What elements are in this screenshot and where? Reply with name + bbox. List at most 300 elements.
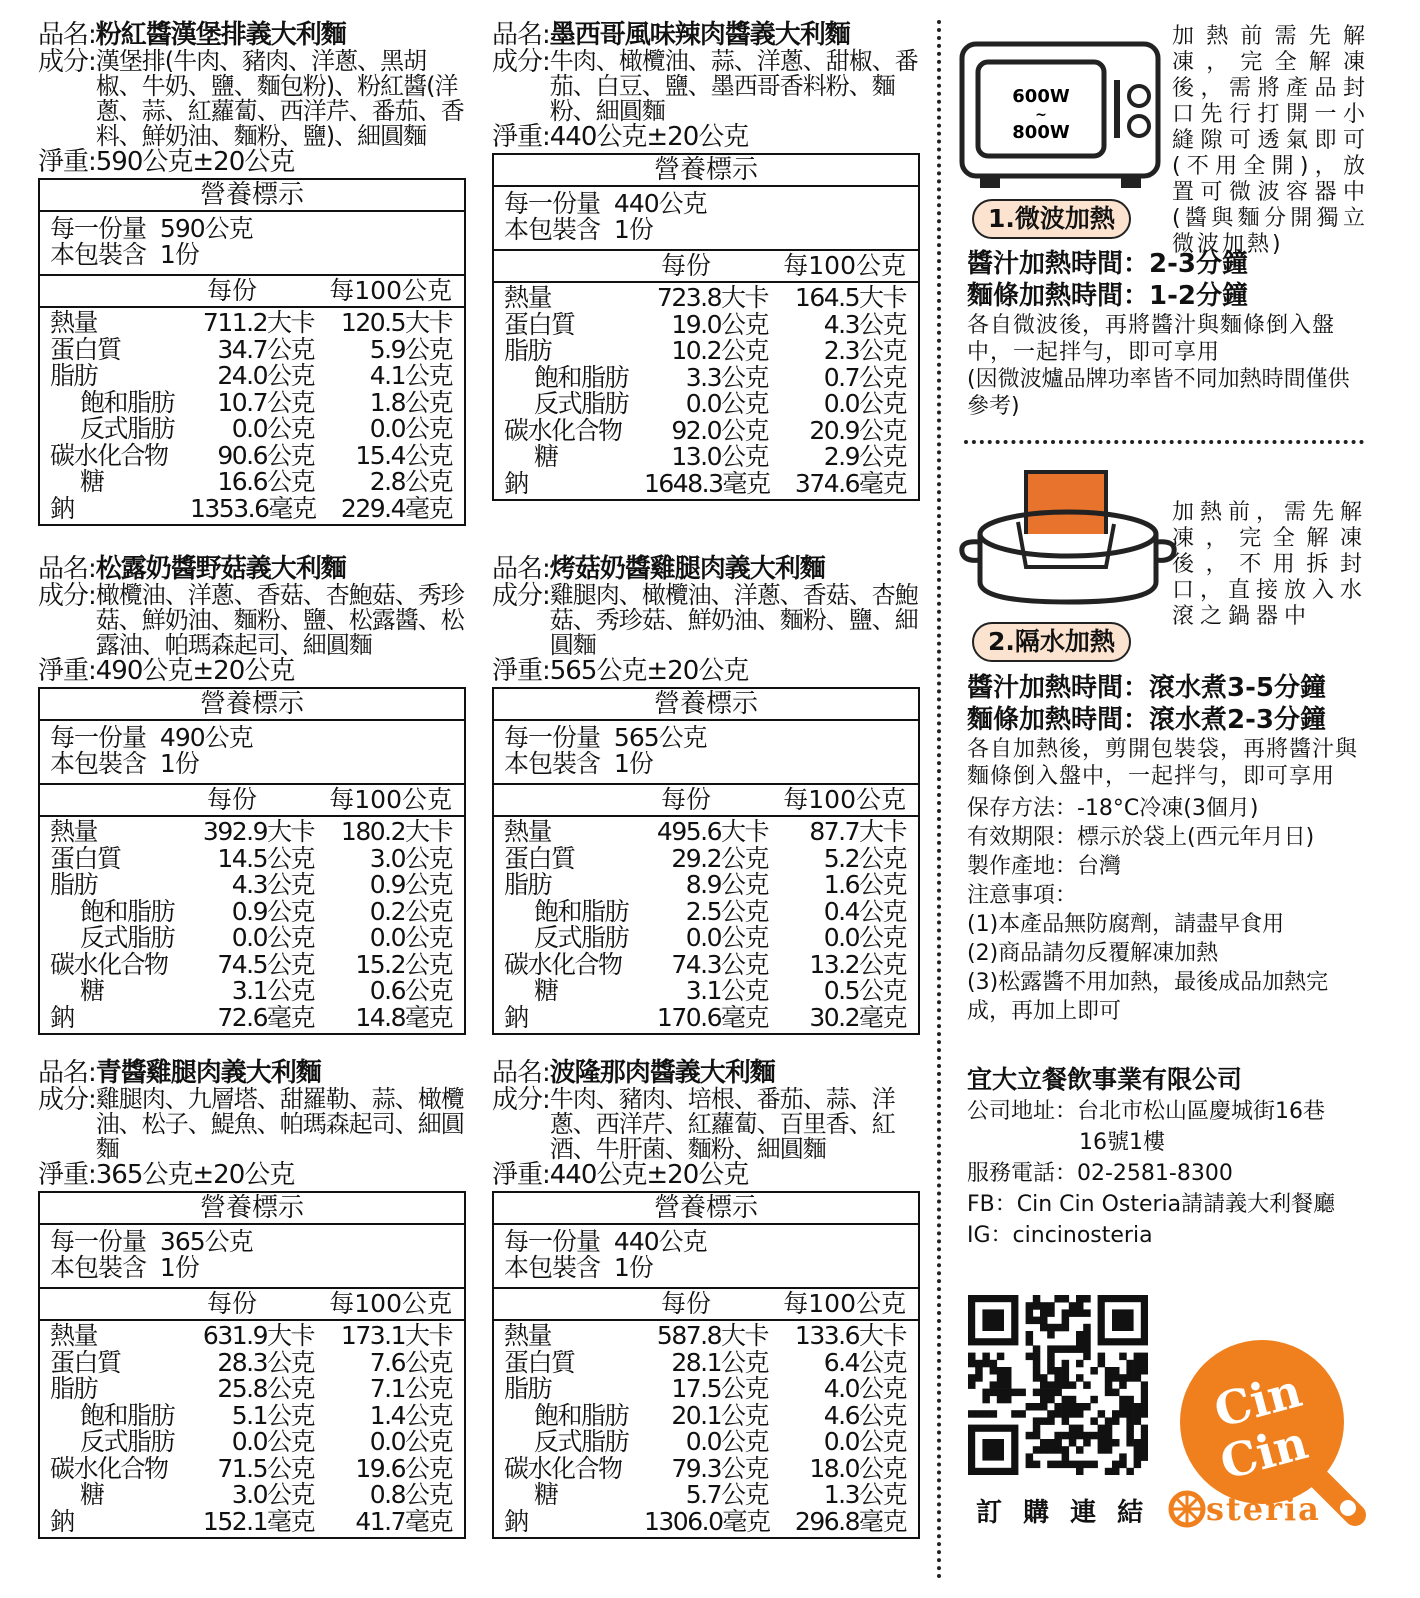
per-100g-value: 7.6公克 xyxy=(369,1347,452,1377)
per-serving-value: 723.8大卡 xyxy=(656,283,768,312)
per-100g-value: 4.3公克 xyxy=(823,309,906,339)
nutrient-name: 糖 xyxy=(534,1480,558,1509)
col-per-100g: 每100公克 xyxy=(783,785,906,814)
per-serving-value: 0.0公克 xyxy=(231,923,314,952)
per-serving-value: 8.9公克 xyxy=(685,870,768,899)
servings-count: 1份 xyxy=(613,1253,653,1282)
per-100g-value: 2.3公克 xyxy=(823,336,906,365)
per-100g-value: 15.4公克 xyxy=(355,440,452,470)
serving-size-label: 每一份量 xyxy=(50,214,147,243)
per-100g-value: 1.8公克 xyxy=(369,387,452,417)
nutrition-header xyxy=(40,785,464,817)
per-100g-value: 4.6公克 xyxy=(823,1400,906,1430)
per-100g-value: 0.0公克 xyxy=(823,389,906,418)
serving-size-label: 每一份量 xyxy=(50,723,147,752)
per-serving-value: 3.1公克 xyxy=(231,976,314,1005)
per-100g-value: 4.1公克 xyxy=(369,361,452,390)
per-serving-value: 28.1公克 xyxy=(671,1347,768,1377)
serving-size-label: 每一份量 xyxy=(50,1227,147,1256)
nutrition-row xyxy=(50,440,452,470)
nutrition-title: 營養標示 xyxy=(494,155,918,187)
horizontal-divider xyxy=(964,440,1364,444)
nutrition-row xyxy=(50,819,452,846)
name-label: 品名: xyxy=(492,20,550,50)
nutrient-name: 蛋白質 xyxy=(50,1347,121,1377)
product-block xyxy=(38,22,468,526)
per-serving-value: 79.3公克 xyxy=(671,1453,768,1483)
serving-size: 440公克 xyxy=(613,1227,707,1256)
product-block xyxy=(38,1060,468,1539)
nutrient-name: 熱量 xyxy=(504,1321,552,1350)
per-serving-value: 29.2公克 xyxy=(671,843,768,873)
per-100g-value: 0.8公克 xyxy=(369,1480,452,1509)
nutrient-name: 飽和脂肪 xyxy=(80,1400,175,1430)
nutrition-header xyxy=(494,1289,918,1321)
nutrition-title: 營養標示 xyxy=(494,1193,918,1225)
per-serving-value: 0.9公克 xyxy=(231,896,314,926)
company-phone: 服務電話：02-2581-8300 xyxy=(967,1161,1233,1186)
per-serving-value: 2.5公克 xyxy=(685,896,768,926)
per-100g-value: 5.2公克 xyxy=(823,843,906,873)
nutrition-row xyxy=(504,819,906,846)
per-100g-value: 15.2公克 xyxy=(355,949,452,979)
ingredients-text: 雞腿肉、九層塔、甜羅勒、蒜、橄欖油、松子、鯷魚、帕瑪森起司、細圓麵 xyxy=(95,1085,464,1163)
storage-line: (1)本產品無防腐劑，請盡早食用 xyxy=(967,912,1285,937)
product-name-line xyxy=(38,1060,468,1087)
per-100g-value: 2.8公克 xyxy=(369,467,452,496)
per-100g-value: 6.4公克 xyxy=(823,1347,906,1377)
microwave-label: 1.微波加熱 xyxy=(972,199,1131,239)
per-100g-value: 0.0公克 xyxy=(823,923,906,952)
company-ig: IG：cincinosteria xyxy=(967,1223,1153,1248)
product-name-line xyxy=(38,556,468,583)
product-name-line xyxy=(492,556,922,583)
nutrient-name: 反式脂肪 xyxy=(534,1427,629,1456)
nutrition-row xyxy=(50,843,452,873)
per-100g-value: 0.5公克 xyxy=(823,976,906,1005)
nutrition-row xyxy=(504,338,906,365)
ingredients-label: 成分: xyxy=(492,47,550,77)
serving-info xyxy=(40,721,464,785)
logo-cin-bottom: Cin xyxy=(1214,1415,1314,1490)
nutrient-name: 反式脂肪 xyxy=(80,923,175,952)
per-serving-value: 5.1公克 xyxy=(231,1400,314,1430)
qr-code[interactable] xyxy=(968,1295,1148,1475)
product-block xyxy=(492,22,922,501)
nutrition-row xyxy=(50,978,452,1005)
net-weight: 440公克±20公克 xyxy=(549,122,749,152)
nutrition-title: 營養標示 xyxy=(40,180,464,212)
per-100g-value: 120.5大卡 xyxy=(340,308,452,337)
nutrition-row xyxy=(50,1429,452,1456)
microwave-desc: 加熱前需先解凍，完全解凍後，需將產品封口先行打開一小縫隙可透氣即可(不用全開)，放置可微波容器中(醬與麵分開獨立微波加熱) xyxy=(1172,24,1368,257)
per-serving-value: 90.6公克 xyxy=(217,440,314,470)
nutrition-row xyxy=(504,1429,906,1456)
nutrition-table xyxy=(38,1191,466,1539)
per-100g-value: 0.7公克 xyxy=(823,362,906,392)
per-100g-value: 13.2公克 xyxy=(809,949,906,979)
boil-desc: 加熱前，需先解凍，完全解凍後，不用拆封口，直接放入水滾之鍋器中 xyxy=(1172,500,1369,629)
nutrient-name: 反式脂肪 xyxy=(80,414,175,443)
per-serving-value: 17.5公克 xyxy=(671,1374,768,1403)
serving-size-label: 每一份量 xyxy=(504,723,601,752)
per-serving-value: 16.6公克 xyxy=(217,467,314,496)
per-100g-value: 0.4公克 xyxy=(823,896,906,926)
per-serving-value: 10.2公克 xyxy=(671,336,768,365)
col-per-serving: 每份 xyxy=(206,1289,257,1318)
per-100g-value: 1.3公克 xyxy=(823,1480,906,1509)
nutrition-row xyxy=(504,1482,906,1509)
nutrient-name: 糖 xyxy=(80,976,104,1005)
nutrient-name: 飽和脂肪 xyxy=(534,896,629,926)
per-serving-value: 3.0公克 xyxy=(231,1480,314,1509)
nutrition-title: 營養標示 xyxy=(40,689,464,721)
nutrition-row xyxy=(504,1376,906,1403)
per-100g-value: 30.2毫克 xyxy=(809,1002,906,1032)
net-weight: 565公克±20公克 xyxy=(549,656,749,686)
name-label: 品名: xyxy=(492,554,550,584)
per-100g-value: 0.0公克 xyxy=(369,1427,452,1456)
ingredients-line xyxy=(492,49,922,124)
per-serving-value: 152.1毫克 xyxy=(202,1506,314,1536)
per-serving-value: 170.6毫克 xyxy=(656,1002,768,1032)
weight-line xyxy=(38,658,468,685)
nutrition-row xyxy=(504,444,906,471)
per-100g-value: 14.8毫克 xyxy=(355,1002,452,1032)
company-address2: 16號1樓 xyxy=(1079,1130,1165,1155)
nutrient-name: 糖 xyxy=(80,1480,104,1509)
ingredients-label: 成分: xyxy=(492,1085,550,1115)
servings-count: 1份 xyxy=(159,1253,199,1282)
nutrient-name: 鈉 xyxy=(504,1002,528,1032)
servings-label: 本包裝含 xyxy=(504,215,601,244)
nutrition-row xyxy=(504,391,906,418)
nutrition-row xyxy=(50,1002,452,1032)
weight-line xyxy=(38,149,468,176)
microwave-note2: (因微波爐品牌功率皆不同加熱時間僅供參考) xyxy=(967,367,1350,419)
servings-label: 本包裝含 xyxy=(50,749,147,778)
product-block xyxy=(492,1060,922,1539)
nutrition-table xyxy=(38,687,466,1035)
per-serving-value: 74.5公克 xyxy=(217,949,314,979)
per-100g-value: 5.9公克 xyxy=(369,334,452,364)
serving-size: 440公克 xyxy=(613,189,707,218)
per-100g-value: 0.6公克 xyxy=(369,976,452,1005)
nutrition-row xyxy=(50,469,452,496)
nutrient-name: 脂肪 xyxy=(50,1374,98,1403)
microwave-noodle-time: 麵條加熱時間：1-2分鐘 xyxy=(967,281,1248,311)
company-fb: FB：Cin Cin Osteria請請義大利餐廳 xyxy=(967,1192,1336,1217)
nutrition-row xyxy=(50,1482,452,1509)
per-serving-value: 392.9大卡 xyxy=(202,817,314,846)
microwave-power-mid: ~ xyxy=(1035,107,1047,123)
nutrition-row xyxy=(50,949,452,979)
nutrition-row xyxy=(504,309,906,339)
per-serving-value: 0.0公克 xyxy=(231,1427,314,1456)
nutrition-header xyxy=(40,1289,464,1321)
net-weight: 365公克±20公克 xyxy=(95,1160,295,1190)
product-name: 粉紅醬漢堡排義大利麵 xyxy=(95,20,346,50)
servings-count: 1份 xyxy=(159,240,199,269)
nutrition-row xyxy=(50,363,452,390)
per-100g-value: 0.0公克 xyxy=(823,1427,906,1456)
product-name: 松露奶醬野菇義大利麵 xyxy=(95,554,346,584)
nutrition-table xyxy=(492,1191,920,1539)
weight-label: 淨重: xyxy=(38,147,96,177)
nutrient-name: 脂肪 xyxy=(504,1374,552,1403)
per-serving-value: 4.3公克 xyxy=(231,870,314,899)
microwave-sauce-time: 醬汁加熱時間：2-3分鐘 xyxy=(967,249,1248,279)
nutrition-row xyxy=(504,978,906,1005)
nutrient-name: 糖 xyxy=(80,467,104,496)
nutrient-name: 碳水化合物 xyxy=(504,1453,622,1483)
per-serving-value: 20.1公克 xyxy=(671,1400,768,1430)
per-serving-value: 92.0公克 xyxy=(671,415,768,445)
col-per-100g: 每100公克 xyxy=(783,1289,906,1318)
product-name: 青醬雞腿肉義大利麵 xyxy=(95,1058,321,1088)
nutrition-table xyxy=(492,153,920,501)
nutrition-row xyxy=(504,925,906,952)
microwave-power-top: 600W xyxy=(1012,86,1070,107)
col-per-100g: 每100公克 xyxy=(329,276,452,305)
per-serving-value: 1648.3毫克 xyxy=(644,468,770,498)
per-100g-value: 164.5大卡 xyxy=(794,283,906,312)
logo-cin-top: Cin xyxy=(1208,1363,1308,1438)
nutrition-row xyxy=(50,416,452,443)
name-label: 品名: xyxy=(38,20,96,50)
per-serving-value: 0.0公克 xyxy=(685,389,768,418)
storage-line: 有效期限：標示於袋上(西元年月日) xyxy=(967,825,1315,850)
per-100g-value: 20.9公克 xyxy=(809,415,906,445)
per-serving-value: 74.3公克 xyxy=(671,949,768,979)
osteria-wordmark xyxy=(1168,1490,1321,1528)
ingredients-label: 成分: xyxy=(38,581,96,611)
servings-count: 1份 xyxy=(159,749,199,778)
storage-line: (3)松露醬不用加熱，最後成品加熱完成，再加上即可 xyxy=(967,970,1329,1024)
boil-label: 2.隔水加熱 xyxy=(972,622,1131,662)
nutrient-name: 脂肪 xyxy=(50,361,98,390)
per-serving-value: 19.0公克 xyxy=(671,309,768,339)
storage-line: 保存方法：-18°C冷凍(3個月) xyxy=(967,796,1259,821)
per-serving-value: 1306.0毫克 xyxy=(644,1506,770,1536)
ingredients-label: 成分: xyxy=(492,581,550,611)
serving-info xyxy=(494,1225,918,1289)
per-100g-value: 3.0公克 xyxy=(369,843,452,873)
per-100g-value: 296.8毫克 xyxy=(794,1506,906,1536)
microwave-icon xyxy=(958,40,1163,190)
per-100g-value: 133.6大卡 xyxy=(794,1321,906,1350)
nutrition-row xyxy=(504,949,906,979)
nutrient-name: 碳水化合物 xyxy=(50,1453,168,1483)
nutrition-row xyxy=(504,1453,906,1483)
ingredients-line xyxy=(38,1087,468,1162)
nutrient-name: 糖 xyxy=(534,976,558,1005)
nutrient-name: 鈉 xyxy=(504,468,528,498)
weight-line xyxy=(492,124,922,151)
weight-line xyxy=(492,658,922,685)
per-serving-value: 0.0公克 xyxy=(231,414,314,443)
nutrition-row xyxy=(504,1323,906,1350)
weight-label: 淨重: xyxy=(38,1160,96,1190)
nutrient-name: 碳水化合物 xyxy=(50,440,168,470)
nutrition-row xyxy=(50,925,452,952)
nutrient-name: 脂肪 xyxy=(50,870,98,899)
nutrient-name: 鈉 xyxy=(504,1506,528,1536)
nutrition-table xyxy=(38,178,466,526)
per-serving-value: 28.3公克 xyxy=(217,1347,314,1377)
nutrient-name: 反式脂肪 xyxy=(534,389,629,418)
nutrient-name: 脂肪 xyxy=(504,870,552,899)
nutrient-name: 蛋白質 xyxy=(504,1347,575,1377)
col-per-serving: 每份 xyxy=(660,785,711,814)
ingredients-line xyxy=(492,583,922,658)
per-serving-value: 25.8公克 xyxy=(217,1374,314,1403)
nutrition-row xyxy=(50,493,452,523)
nutrition-row xyxy=(50,1347,452,1377)
order-link-label: 訂 購 連 結 xyxy=(976,1498,1150,1528)
per-100g-value: 173.1大卡 xyxy=(340,1321,452,1350)
per-100g-value: 180.2大卡 xyxy=(340,817,452,846)
nutrition-row xyxy=(50,334,452,364)
nutrient-name: 蛋白質 xyxy=(50,334,121,364)
nutrient-name: 熱量 xyxy=(50,308,98,337)
net-weight: 490公克±20公克 xyxy=(95,656,295,686)
company-name: 宜大立餐飲事業有限公司 xyxy=(967,1065,1243,1094)
nutrient-name: 蛋白質 xyxy=(504,843,575,873)
storage-line: (2)商品請勿反覆解凍加熱 xyxy=(967,941,1219,966)
nutrient-name: 蛋白質 xyxy=(504,309,575,339)
microwave-power-bottom: 800W xyxy=(1012,122,1070,143)
ingredients-text: 牛肉、豬肉、培根、番茄、蒜、洋蔥、西洋芹、紅蘿蔔、百里香、紅酒、牛肝菌、麵粉、細圓麵 xyxy=(549,1085,895,1163)
per-100g-value: 0.9公克 xyxy=(369,870,452,899)
per-100g-value: 1.6公克 xyxy=(823,870,906,899)
nutrition-header xyxy=(40,276,464,308)
nutrient-name: 鈉 xyxy=(50,493,74,523)
nutrient-name: 蛋白質 xyxy=(50,843,121,873)
weight-label: 淨重: xyxy=(492,122,550,152)
per-100g-value: 4.0公克 xyxy=(823,1374,906,1403)
serving-info xyxy=(40,212,464,276)
product-block xyxy=(38,556,468,1035)
nutrient-name: 熱量 xyxy=(504,817,552,846)
per-serving-value: 5.7公克 xyxy=(685,1480,768,1509)
nutrient-name: 飽和脂肪 xyxy=(80,896,175,926)
nutrition-row xyxy=(504,1002,906,1032)
boil-noodle-time: 麵條加熱時間：滾水煮2-3分鐘 xyxy=(967,705,1326,735)
serving-info xyxy=(40,1225,464,1289)
microwave-note: 各自微波後，再將醬汁與麵條倒入盤中，一起拌勻，即可享用 xyxy=(967,313,1336,365)
storage-line: 製作產地：台灣 xyxy=(967,854,1122,879)
storage-line: 注意事項： xyxy=(967,883,1078,908)
col-per-serving: 每份 xyxy=(660,1289,711,1318)
per-100g-value: 0.0公克 xyxy=(369,414,452,443)
per-100g-value: 19.6公克 xyxy=(355,1453,452,1483)
col-per-serving: 每份 xyxy=(660,251,711,280)
per-serving-value: 0.0公克 xyxy=(685,923,768,952)
col-per-100g: 每100公克 xyxy=(783,251,906,280)
nutrition-row xyxy=(504,362,906,392)
name-label: 品名: xyxy=(492,1058,550,1088)
serving-size-label: 每一份量 xyxy=(504,189,601,218)
nutrition-row xyxy=(50,1323,452,1350)
nutrition-header xyxy=(494,251,918,283)
per-100g-value: 0.0公克 xyxy=(369,923,452,952)
nutrition-row xyxy=(504,468,906,498)
product-name: 墨西哥風味辣肉醬義大利麵 xyxy=(549,20,850,50)
nutrition-table xyxy=(492,687,920,1035)
nutrient-name: 碳水化合物 xyxy=(50,949,168,979)
ingredients-line xyxy=(38,583,468,658)
per-100g-value: 374.6毫克 xyxy=(794,468,906,498)
nutrition-row xyxy=(504,1506,906,1536)
net-weight: 440公克±20公克 xyxy=(549,1160,749,1190)
serving-size: 490公克 xyxy=(159,723,253,752)
per-serving-value: 0.0公克 xyxy=(685,1427,768,1456)
weight-label: 淨重: xyxy=(492,1160,550,1190)
nutrient-name: 飽和脂肪 xyxy=(534,1400,629,1430)
nutrient-name: 糖 xyxy=(534,442,558,471)
per-100g-value: 2.9公克 xyxy=(823,442,906,471)
per-100g-value: 41.7毫克 xyxy=(355,1506,452,1536)
col-per-100g: 每100公克 xyxy=(329,785,452,814)
per-100g-value: 87.7大卡 xyxy=(809,817,906,846)
nutrition-row xyxy=(50,1400,452,1430)
nutrition-row xyxy=(504,1347,906,1377)
per-serving-value: 711.2大卡 xyxy=(202,308,314,337)
net-weight: 590公克±20公克 xyxy=(95,147,295,177)
nutrition-title: 營養標示 xyxy=(40,1193,464,1225)
brand-name: steria xyxy=(1206,1490,1321,1528)
per-serving-value: 1353.6毫克 xyxy=(190,493,316,523)
serving-size: 590公克 xyxy=(159,214,253,243)
nutrition-row xyxy=(50,896,452,926)
ingredients-line xyxy=(38,49,468,149)
servings-label: 本包裝含 xyxy=(50,1253,147,1282)
servings-label: 本包裝含 xyxy=(504,749,601,778)
nutrient-name: 反式脂肪 xyxy=(534,923,629,952)
per-serving-value: 14.5公克 xyxy=(217,843,314,873)
ingredients-text: 漢堡排(牛肉、豬肉、洋蔥、黑胡椒、牛奶、鹽、麵包粉)、粉紅醬(洋蔥、蒜、紅蘿蔔、西洋芹、番茄、香料、鮮奶油、麵粉、鹽)、細圓麵 xyxy=(95,47,464,150)
nutrition-row xyxy=(50,1376,452,1403)
product-name-line xyxy=(492,1060,922,1087)
servings-label: 本包裝含 xyxy=(504,1253,601,1282)
product-block xyxy=(492,556,922,1035)
company-address: 公司地址：台北市松山區慶城街16巷 xyxy=(967,1099,1325,1124)
per-serving-value: 72.6毫克 xyxy=(217,1002,314,1032)
servings-count: 1份 xyxy=(613,749,653,778)
weight-line xyxy=(492,1162,922,1189)
boil-sauce-time: 醬汁加熱時間：滾水煮3-5分鐘 xyxy=(967,673,1326,703)
per-serving-value: 13.0公克 xyxy=(671,442,768,471)
nutrition-row xyxy=(50,387,452,417)
per-serving-value: 3.3公克 xyxy=(685,362,768,392)
per-100g-value: 0.2公克 xyxy=(369,896,452,926)
nutrition-row xyxy=(504,843,906,873)
name-label: 品名: xyxy=(38,1058,96,1088)
servings-count: 1份 xyxy=(613,215,653,244)
nutrient-name: 反式脂肪 xyxy=(80,1427,175,1456)
nutrition-row xyxy=(504,285,906,312)
ingredients-text: 橄欖油、洋蔥、香菇、杏鮑菇、秀珍菇、鮮奶油、麵粉、鹽、松露醬、松露油、帕瑪森起司、細圓麵 xyxy=(95,581,464,659)
nutrition-row xyxy=(504,415,906,445)
vertical-divider xyxy=(937,20,941,1580)
per-100g-value: 1.4公克 xyxy=(369,1400,452,1430)
nutrient-name: 鈉 xyxy=(50,1002,74,1032)
nutrient-name: 脂肪 xyxy=(504,336,552,365)
weight-line xyxy=(38,1162,468,1189)
nutrition-row xyxy=(50,1506,452,1536)
nutrient-name: 碳水化合物 xyxy=(504,949,622,979)
